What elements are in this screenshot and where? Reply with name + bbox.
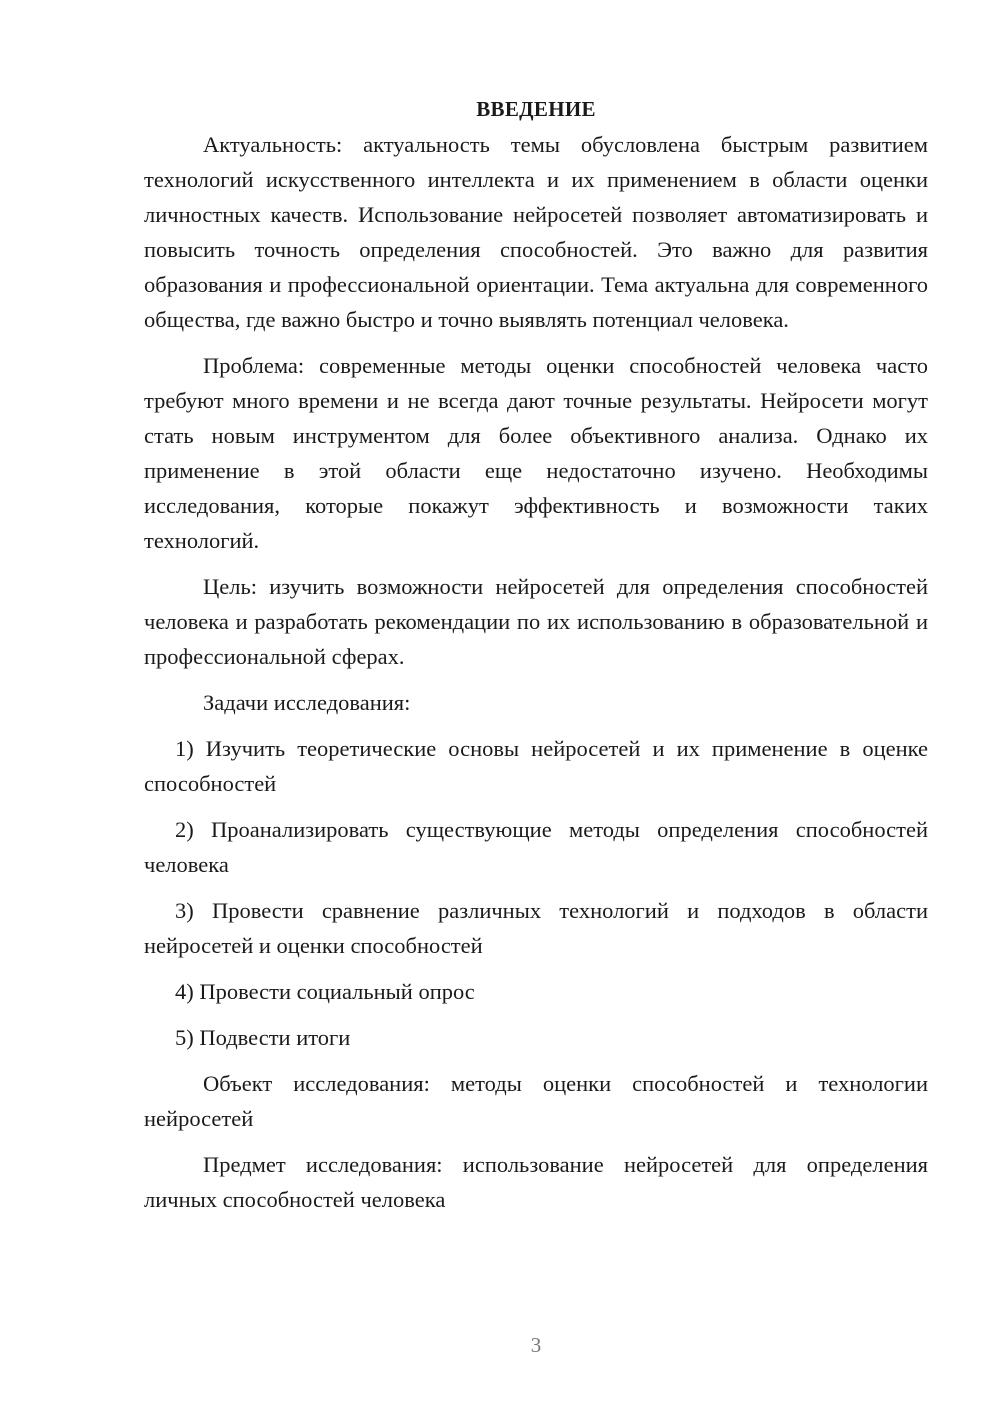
relevance-paragraph: Актуальность: актуальность темы обусловлена быстрым развитием технологий искусственного интеллекта и их применением в области оценки личностных качеств. Использование нейросетей позволяет автоматизировать и повысить точность определения способностей. Это важно для развития образования и профессиональной ориентации. Тема актуальна для современного общества, где важно быстро и точно выявлять потенциал человека. — [144, 132, 928, 332]
page-content — [144, 92, 928, 1217]
page-title: ВВЕДЕНИЕ — [476, 97, 596, 121]
task-item-5: 5) Подвести итоги — [175, 1025, 351, 1050]
task-item-1: 1) Изучить теоретические основы нейросетей и их применение в оценке способностей — [144, 736, 928, 796]
tasks-heading: Задачи исследования: — [203, 690, 411, 715]
problem-paragraph: Проблема: современные методы оценки способностей человека часто требуют много времени и не всегда дают точные результаты. Нейросети могут стать новым инструментом для более объективного анализа. Однако их применение в этой области еще недостаточно изучено. Необходимы исследования, которые покажут эффективность и возможности таких технологий. — [144, 353, 928, 553]
task-item-2: 2) Проанализировать существующие методы определения способностей человека — [144, 817, 928, 877]
page-number: 3 — [530, 1333, 542, 1357]
subject-paragraph: Предмет исследования: использование нейросетей для определения личных способностей человека — [144, 1152, 928, 1212]
task-item-3: 3) Провести сравнение различных технологий и подходов в области нейросетей и оценки способностей — [144, 898, 928, 958]
object-paragraph: Объект исследования: методы оценки способностей и технологии нейросетей — [144, 1071, 928, 1131]
goal-paragraph: Цель: изучить возможности нейросетей для определения способностей человека и разработать рекомендации по их использованию в образовательной и профессиональной сферах. — [144, 574, 928, 669]
task-item-4: 4) Провести социальный опрос — [175, 979, 475, 1004]
